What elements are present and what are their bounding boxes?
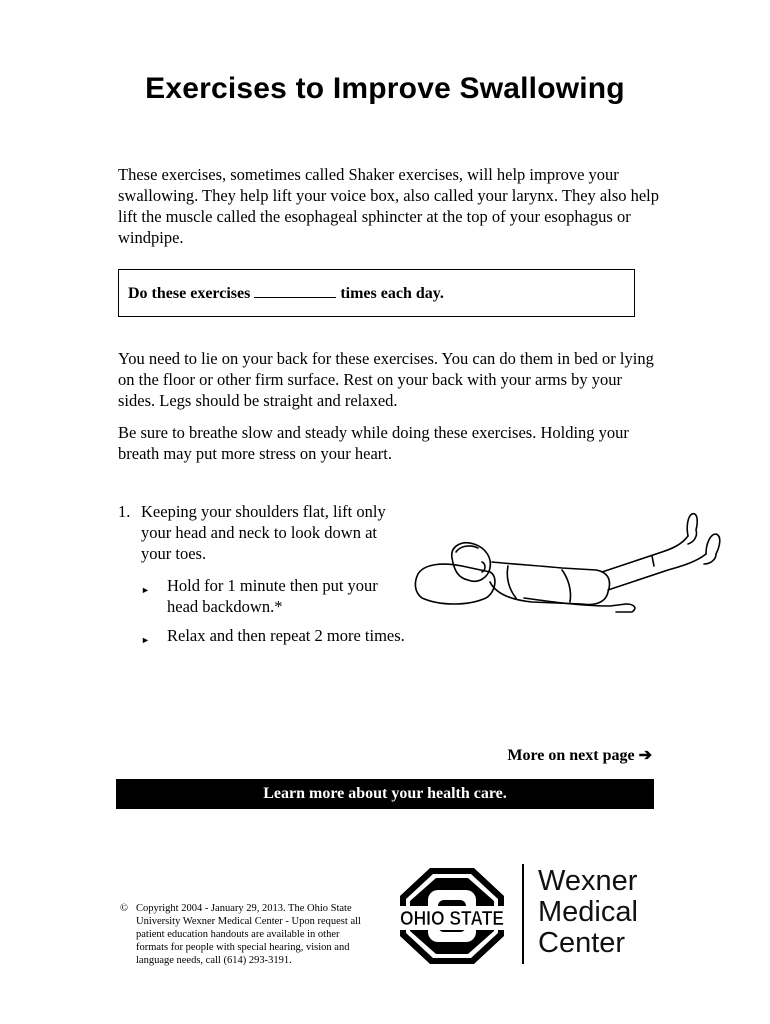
logo-text: OHIO STATE: [400, 908, 504, 930]
bullet-arrow-icon: ►: [141, 585, 150, 595]
wexner-wordmark: [538, 866, 638, 959]
wordmark-line: Center: [538, 927, 626, 959]
page-title: Exercises to Improve Swallowing: [145, 72, 625, 105]
wordmark-line: Wexner: [538, 865, 638, 897]
step-number: 1.: [118, 502, 131, 521]
frequency-text: [128, 285, 444, 303]
more-next-page-link[interactable]: More on next page ➔: [507, 747, 652, 764]
position-paragraph: You need to lie on your back for these exercises. You can do them in bed or lying on the floor or other firm surface. Rest on your back with your arms by your sides. Legs should be straight and relaxed.: [118, 349, 654, 410]
lying-person-illustration: [412, 506, 730, 624]
frequency-suffix: times each day.: [340, 285, 444, 302]
copyright-symbol: ©: [120, 903, 128, 914]
frequency-blank[interactable]: [254, 287, 336, 298]
bullet-text: Hold for 1 minute then put your head backdown.*: [167, 576, 378, 616]
frequency-prefix: Do these exercises: [128, 285, 251, 302]
frequency-box: [118, 269, 635, 317]
bullet-text: Relax and then repeat 2 more times.: [167, 626, 405, 645]
breathing-paragraph: Be sure to breathe slow and steady while doing these exercises. Holding your breath may put more stress on your heart.: [118, 423, 629, 463]
step-text: Keeping your shoulders flat, lift only your head and neck to look down at your toes.: [141, 502, 386, 563]
copyright-text: Copyright 2004 - January 29, 2013. The Ohio State University Wexner Medical Center - Upon request all patient education handouts are available in other formats for people with special hearing, vision and language needs, call (614) 293-3191.: [136, 903, 361, 966]
bullet-arrow-icon: ►: [141, 635, 150, 645]
intro-paragraph: These exercises, sometimes called Shaker exercises, will help improve your swallowing. They help lift your voice box, also called your larynx. They also help lift the muscle called the esophageal sphincter at the top of your esophagus or windpipe.: [118, 165, 660, 247]
logo-divider: [522, 864, 524, 964]
health-care-banner: Learn more about your health care.: [116, 779, 654, 809]
wordmark-line: Medical: [538, 896, 638, 928]
ohio-state-logo-icon: [398, 866, 506, 966]
